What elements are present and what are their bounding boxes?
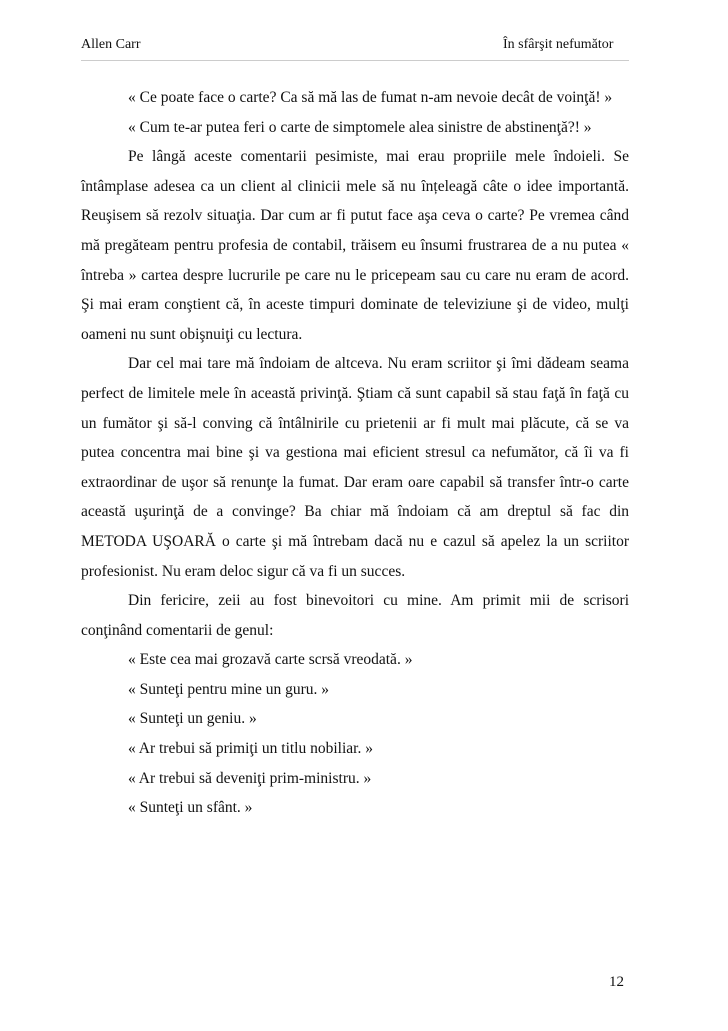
header-author: Allen Carr	[81, 37, 141, 52]
quote-line-5: « Ar trebui să deveniţi prim-ministru. »	[128, 769, 372, 787]
paragraph-3: Pe lângă aceste comentarii pesimiste, mai erau propriile mele îndoieli. Se întâmplase adesea ca un client al clinicii mele să nu înțeleagă câte o idee importantă. Reuşisem să rezolv situaţia. Dar cum ar fi putut face aşa ceva o carte? Pe vremea când mă pregăteam pentru profesia de contabil, trăisem eu însumi frustrarea de a nu putea « întreba » cartea despre lucrurile pe care nu le pricepeam sau cu care nu eram de acord. Şi mai eram conştient că, în aceste timpuri dominate de televiziune şi de video, mulţi oameni nu sunt obişnuiţi cu lectura.	[81, 148, 629, 343]
paragraph-4: Dar cel mai tare mă îndoiam de altceva. Nu eram scriitor şi îmi dădeam seama perfect de limitele mele în această privinţă. Ştiam că sunt capabil să stau faţă în faţă cu un fumător şi să-l conving că întâlnirile cu prietenii ar fi mult mai plăcute, că se va putea concentra mai bine şi va gestiona mai eficient stresul ca nefumător, că îi va fi extraordinar de uşor să renunţe la fumat. Dar eram oare capabil să transfer într-o carte această uşurinţă de a convinge? Ba chiar mă îndoiam că am dreptul să fac din METODA UŞOARĂ o carte şi mă întrebam dacă nu e cazul să apelez la un scriitor profesionist. Nu eram deloc sigur că va fi un succes.	[81, 355, 629, 580]
quote-line-6: « Sunteţi un sfânt. »	[128, 799, 253, 817]
quote-line-3: « Sunteţi un geniu. »	[128, 710, 257, 728]
page-body	[81, 83, 629, 823]
paragraph-1: « Ce poate face o carte? Ca să mă las de fumat n-am nevoie decât de voinţă! »	[128, 89, 613, 106]
quote-line-1: « Este cea mai grozavă carte scrsă vreodată. »	[128, 651, 413, 669]
quote-line-4: « Ar trebui să primiţi un titlu nobiliar. »	[128, 740, 373, 758]
paragraph-5: Din fericire, zeii au fost binevoitori cu mine. Am primit mii de scrisori conţinând comentarii de genul:	[81, 592, 629, 639]
paragraph-2: « Cum te-ar putea feri o carte de simptomele alea sinistre de abstinenţă?! »	[128, 118, 592, 136]
page-number: 12	[609, 974, 624, 990]
header-divider	[81, 60, 629, 61]
header-book-title: În sfârşit nefumător	[503, 37, 614, 52]
quote-line-2: « Sunteţi pentru mine un guru. »	[128, 680, 330, 698]
